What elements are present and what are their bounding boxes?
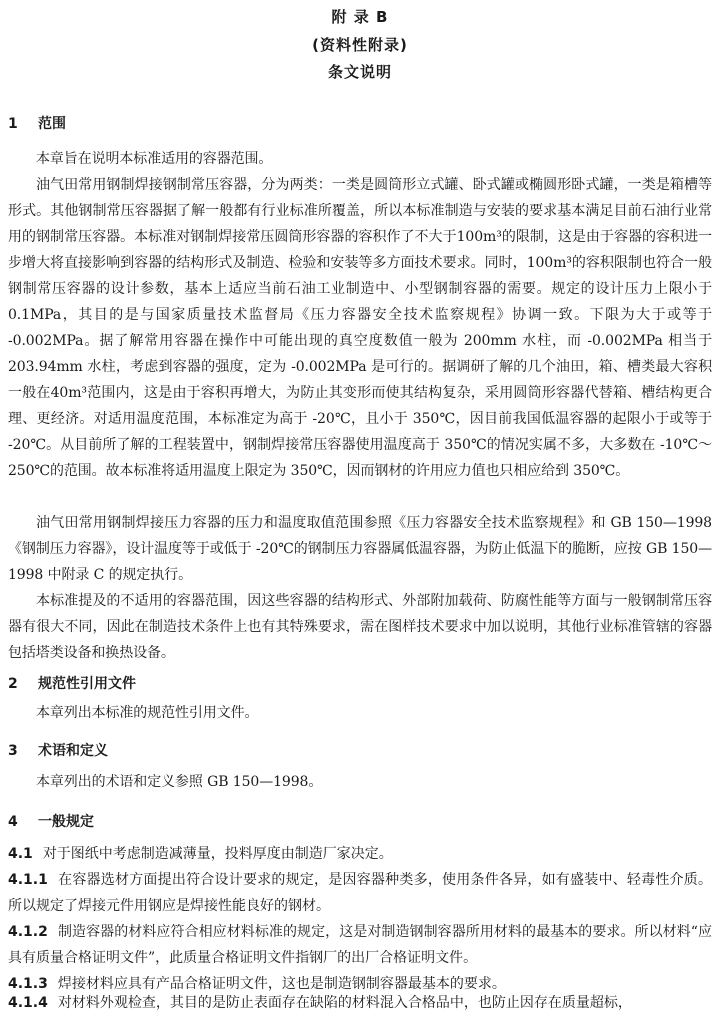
- section-title: 规范性引用文件: [38, 676, 136, 692]
- clause-text: 对材料外观检查，其目的是防止表面存在缺陷的材料混入合格品中，也防止因存在质量超标，: [57, 995, 632, 1011]
- clause-4-1-2: [8, 919, 712, 971]
- section-title: 范围: [38, 116, 66, 132]
- clause-number: 4.1.1: [8, 872, 48, 888]
- section-number: 1: [8, 116, 18, 132]
- paragraph-scope-intro: 本章旨在说明本标准适用的容器范围。: [36, 151, 273, 167]
- appendix-nature: (资料性附录): [312, 36, 408, 54]
- clause-number: 4.1.3: [8, 976, 48, 992]
- clause-4-1-4: [8, 990, 712, 1016]
- paragraph-pressure-vessels: 油气田常用钢制焊接压力容器的压力和温度取值范围参照《压力容器安全技术监察规程》和 GB 150—1998《钢制压力容器》，设计温度等于或低于 -20℃的钢制压力容器属低温容器，为防止低温下的脆断，应按 GB 150—1998 中附录 C 的规定执行。: [8, 515, 712, 583]
- section-heading-3: [8, 740, 108, 760]
- section-heading-4: [8, 811, 94, 831]
- paragraph-terms: 本章列出的术语和定义参照 GB 150—1998。: [36, 774, 323, 790]
- paragraph-scope-detail: 油气田常用钢制焊接钢制常压容器，分为两类：一类是圆筒形立式罐、卧式罐或椭圆形卧式罐，一类是箱槽等形式。其他钢制常压容器据了解一般都有行业标准所覆盖，所以本标准制造与安装的要求基本满足目前石油行业常用的钢制常压容器。本标准对钢制焊接常压圆筒形容器的容积作了不大于100m³的限制，这是由于容器的容积进一步增大将直接影响到容器的结构形式及制造、检验和安装等多方面技术要求。同时，100m³的容积限制也符合一般钢制常压容器的设计参数，基本上适应当前石油工业制造中、小型钢制容器的需要。规定的设计压力上限小于 0.1MPa，其目的是与国家质量技术监督局《压力容器安全技术监察规程》协调一致。下限为大于或等于 -0.002MPa。据了解常用容器在操作中可能出现的真空度数值一般为 200mm 水柱，而 -0.002MPa 相当于 203.94mm 水柱，考虑到容器的强度，定为 -0.002MPa 是可行的。据调研了解的几个油田，箱、槽类最大容积一般在40m³范围内，这是由于容积再增大，为防止其变形而使其结构复杂，采用圆筒形容器代替箱、槽结构更合理、更经济。对适用温度范围，本标准定为高于 -20℃，且小于 350℃，因目前我国低温容器的起限小于或等于 -20℃。从目前所了解的工程装置中，钢制焊接常压容器使用温度高于 350℃的情况实属不多，大多数在 -10℃～250℃的范围。故本标准将适用温度上限定为 350℃，因而钢材的许用应力值也只相应给到 350℃。: [8, 177, 712, 479]
- clause-number: 4.1.4: [8, 995, 48, 1011]
- section-heading-2: [8, 673, 136, 693]
- clause-text: 对于图纸中考虑制造减薄量，投料厚度由制造厂家决定。: [42, 846, 393, 862]
- section-number: 4: [8, 814, 18, 830]
- appendix-title: 附 录 B: [331, 8, 389, 26]
- clause-4-1: [8, 841, 712, 867]
- section-number: 3: [8, 743, 18, 759]
- section-number: 2: [8, 676, 18, 692]
- clause-text: 焊接材料应具有产品合格证明文件，这也是制造钢制容器最基本的要求。: [57, 976, 506, 992]
- section-title: 一般规定: [38, 814, 94, 830]
- section-heading-1: [8, 113, 66, 133]
- appendix-subtitle: 条文说明: [327, 63, 392, 81]
- paragraph-references: 本章列出本标准的规范性引用文件。: [36, 705, 259, 721]
- section-title: 术语和定义: [38, 743, 108, 759]
- clause-4-1-1: [8, 867, 712, 919]
- clause-number: 4.1.2: [8, 924, 48, 940]
- clause-text: 制造容器的材料应符合相应材料标准的规定，这是对制造钢制容器所用材料的最基本的要求。所以材料“应具有质量合格证明文件”，此质量合格证明文件指钢厂的出厂合格证明文件。: [8, 924, 712, 966]
- paragraph-exclusions: 本标准提及的不适用的容器范围，因这些容器的结构形式、外部附加载荷、防腐性能等方面与一般钢制常压容器有很大不同，因此在制造技术条件上也有其特殊要求，需在图样技术要求中加以说明，其他行业标准管辖的容器包括塔类设备和换热设备。: [8, 593, 712, 661]
- clause-text: 在容器选材方面提出符合设计要求的规定，是因容器种类多，使用条件各异，如有盛装中、轻毒性介质。所以规定了焊接元件用钢应是焊接性能良好的钢材。: [8, 872, 712, 914]
- clause-number: 4.1: [8, 846, 33, 862]
